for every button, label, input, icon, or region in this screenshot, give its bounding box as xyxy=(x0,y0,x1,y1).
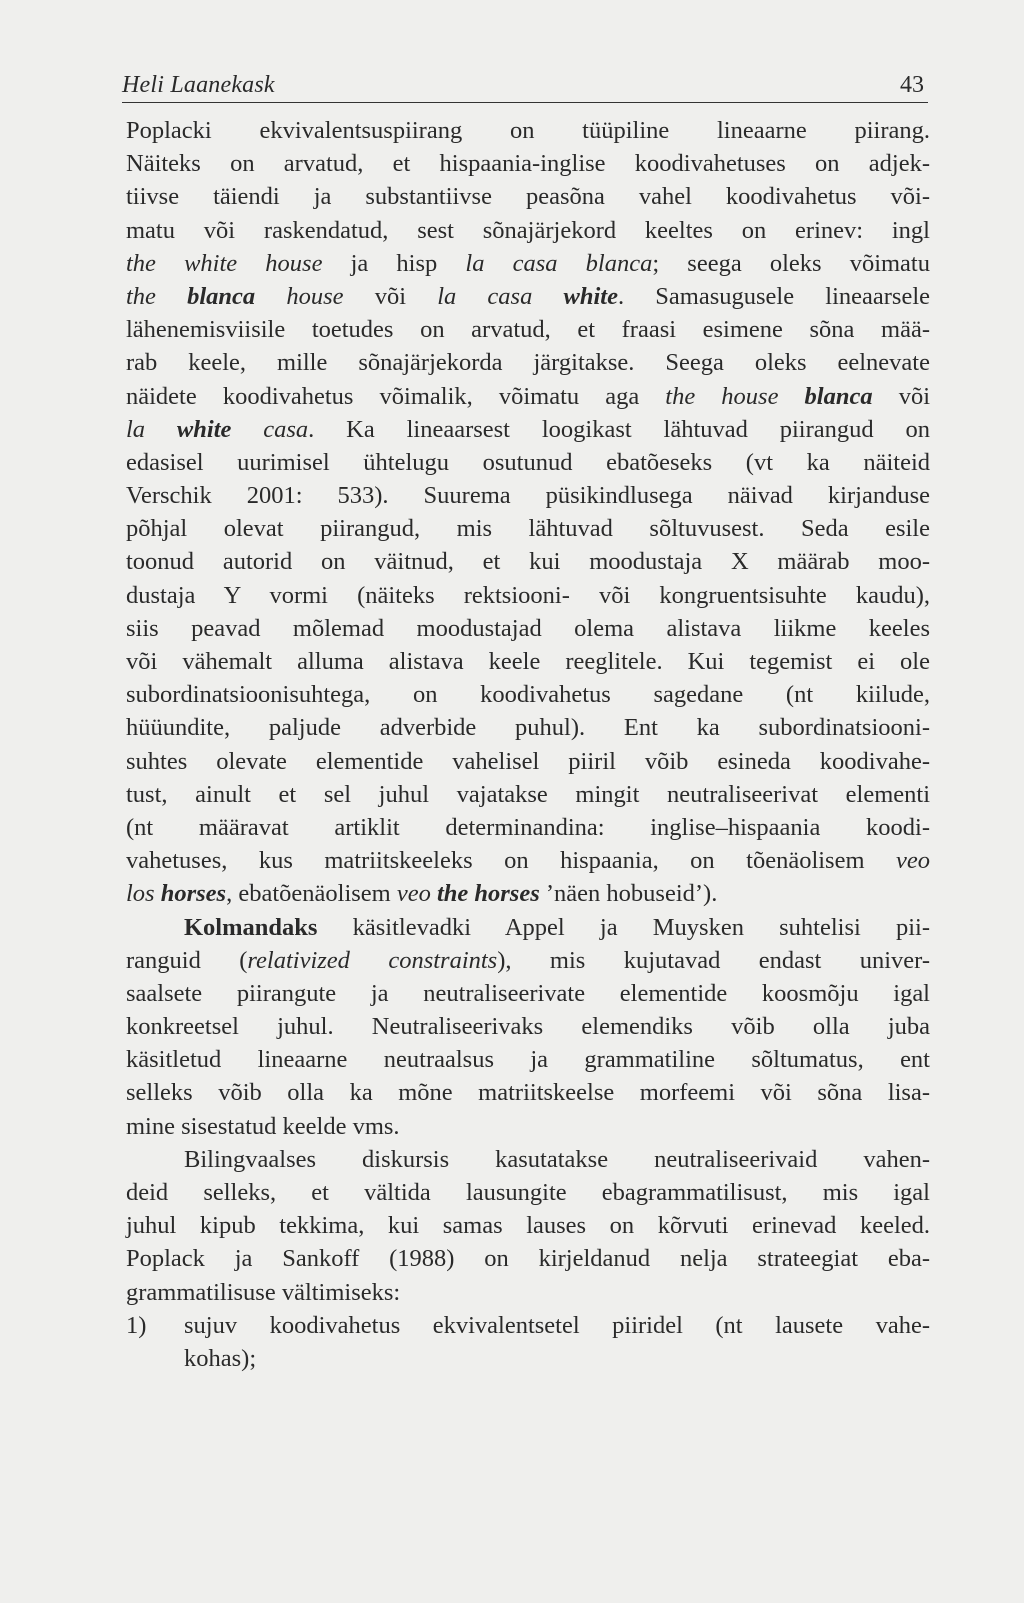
paragraph xyxy=(126,911,930,1143)
text-run: the horses xyxy=(436,880,540,908)
text-run: kohas); xyxy=(184,1344,257,1372)
text-run: . Samasugusele lineaarsele xyxy=(617,282,931,310)
text-line xyxy=(126,844,930,877)
text-run: käsitlevadki Appel ja Muysken suhtelisi pii- xyxy=(317,913,930,941)
text-run: näidete koodivahetus võimalik, võimatu aga xyxy=(126,382,666,410)
text-run: saalsete piirangute ja neutraliseerivate elementide koosmõju igal xyxy=(126,979,930,1007)
text-line xyxy=(126,1342,930,1375)
text-run: , ebatõenäolisem xyxy=(226,880,397,908)
text-line xyxy=(126,346,930,379)
text-run: ), mis kujutavad endast univer- xyxy=(497,946,930,974)
text-run: grammatilisuse vältimiseks: xyxy=(126,1278,401,1306)
text-run: matu või raskendatud, sest sõnajärjekord keeltes on erinev: ingl xyxy=(126,216,930,244)
text-run: . Ka lineaarsest loogikast lähtuvad piirangud on xyxy=(308,415,930,443)
text-run: blanca xyxy=(804,382,873,410)
text-line xyxy=(126,1076,930,1109)
text-run: sujuv koodivahetus ekvivalentsetel piiridel (nt lausete vahe- xyxy=(184,1311,930,1339)
text-run: Kolmandaks xyxy=(184,913,318,941)
text-line xyxy=(126,877,930,910)
text-run: (nt määravat artiklit determinandina: inglise–hispaania koodi- xyxy=(126,813,930,841)
text-line xyxy=(126,1176,930,1209)
text-run: suhtes olevate elementide vahelisel piiril võib esineda koodivahe- xyxy=(126,747,930,775)
text-run: veo xyxy=(896,847,930,875)
text-line xyxy=(126,114,930,147)
text-line xyxy=(126,711,930,744)
text-line xyxy=(126,313,930,346)
text-run: veo xyxy=(396,880,437,908)
text-run: põhjal olevat piirangud, mis lähtuvad sõltuvusest. Seda esile xyxy=(126,515,930,543)
text-run: la casa xyxy=(437,282,564,310)
text-run: the xyxy=(126,282,188,310)
text-run: ranguid ( xyxy=(126,946,248,974)
text-run: house xyxy=(255,282,344,310)
text-run: horses xyxy=(160,880,227,908)
text-run: hüüundite, paljude adverbide puhul). Ent ka subordinatsiooni- xyxy=(126,714,930,742)
text-run: casa xyxy=(231,415,309,443)
text-line xyxy=(126,645,930,678)
text-run: Bilingvaalses diskursis kasutatakse neutraliseerivaid vahen- xyxy=(184,1145,930,1173)
text-line xyxy=(126,778,930,811)
text-run: relativized constraints xyxy=(247,946,498,974)
text-line xyxy=(126,280,930,313)
text-run: the white house xyxy=(126,249,323,277)
text-run: blanca xyxy=(187,282,256,310)
text-run: Näiteks on arvatud, et hispaania-inglise koodivahetuses on adjek- xyxy=(126,150,930,178)
text-line xyxy=(126,579,930,612)
text-run: ’näen hobuseid’). xyxy=(539,880,718,908)
text-run: toonud autorid on väitnud, et kui moodustaja X määrab moo- xyxy=(126,548,930,576)
text-run: la casa blanca xyxy=(465,249,653,277)
text-run: käsitletud lineaarne neutraalsus ja grammatiline sõltumatus, ent xyxy=(126,1046,930,1074)
text-run: selleks võib olla ka mõne matriitskeelse morfeemi või sõna lisa- xyxy=(126,1079,930,1107)
text-run: Poplacki ekvivalentsuspiirang on tüüpiline lineaarne piirang. xyxy=(126,117,930,144)
text-line xyxy=(126,1043,930,1076)
text-line xyxy=(126,147,930,180)
text-run: rab keele, mille sõnajärjekorda järgitakse. Seega oleks eelnevate xyxy=(126,349,930,377)
text-run: deid selleks, et vältida lausungite ebagrammatilisust, mis igal xyxy=(126,1179,930,1206)
text-line xyxy=(126,612,930,645)
text-line xyxy=(126,247,930,280)
text-line xyxy=(126,911,930,944)
text-run: la xyxy=(126,415,177,443)
text-line xyxy=(126,413,930,446)
text-line xyxy=(126,545,930,578)
text-run: ja hisp xyxy=(322,249,466,277)
text-line xyxy=(126,446,930,479)
text-run: the house xyxy=(665,382,805,410)
text-run: juhul kipub tekkima, kui samas lauses on kõrvuti erinevad keeled. xyxy=(126,1212,930,1240)
text-line xyxy=(126,1143,930,1176)
text-line xyxy=(126,745,930,778)
text-line xyxy=(126,678,930,711)
text-line xyxy=(126,380,930,413)
text-line xyxy=(126,214,930,247)
paragraph xyxy=(126,114,930,911)
page-header xyxy=(122,70,928,103)
text-run: subordinatsioonisuhtega, on koodivahetus sagedane (nt kiilude, xyxy=(126,681,930,709)
text-run: konkreetsel juhul. Neutraliseerivaks elemendiks võib olla juba xyxy=(126,1013,930,1041)
text-line xyxy=(126,479,930,512)
text-line xyxy=(126,1110,930,1143)
paragraph xyxy=(126,1143,930,1309)
text-line xyxy=(126,180,930,213)
text-run: dustaja Y vormi (näiteks rektsiooni- või kongruentsisuhte kaudu), xyxy=(126,581,930,609)
text-run: tiivse täiendi ja substantiivse peasõna vahel koodivahetus või- xyxy=(126,183,930,211)
text-run: lähenemisviisile toetudes on arvatud, et fraasi esimene sõna mää- xyxy=(126,316,930,344)
text-line xyxy=(126,977,930,1010)
body-text xyxy=(126,114,930,1375)
text-line xyxy=(126,944,930,977)
text-run: Poplack ja Sankoff (1988) on kirjeldanud nelja strateegiat eba- xyxy=(126,1245,930,1273)
text-line xyxy=(126,1010,930,1043)
list-item-text xyxy=(184,1312,930,1339)
text-line xyxy=(126,811,930,844)
text-line xyxy=(126,1242,930,1275)
text-run: edasisel uurimisel ühtelugu osutunud ebatõeseks (vt ka näiteid xyxy=(126,448,930,476)
text-run: vahetuses, kus matriitskeeleks on hispaania, on tõenäolisem xyxy=(126,847,896,875)
text-run: ; seega oleks võimatu xyxy=(652,249,930,277)
text-run: los xyxy=(126,880,161,908)
text-run: siis peavad mõlemad moodustajad olema alistava liikme keeles xyxy=(126,614,930,642)
text-run: või xyxy=(872,382,930,410)
text-run: white xyxy=(176,415,232,443)
list-item xyxy=(126,1309,930,1342)
text-line xyxy=(126,1209,930,1242)
text-run: või vähemalt alluma alistava keele reeglitele. Kui tegemist ei ole xyxy=(126,648,930,675)
text-line xyxy=(126,1276,930,1309)
running-head: Heli Laanekask xyxy=(122,72,275,98)
text-run: tust, ainult et sel juhul vajatakse mingit neutraliseerivat elementi xyxy=(126,780,930,808)
text-run: white xyxy=(563,282,618,310)
page-number: 43 xyxy=(900,72,924,98)
text-run: mine sisestatud keelde vms. xyxy=(126,1112,400,1140)
text-run: või xyxy=(343,282,438,310)
text-run: Verschik 2001: 533). Suurema püsikindlusega näivad kirjanduse xyxy=(126,482,930,510)
list-item-number: 1) xyxy=(126,1311,147,1339)
text-line xyxy=(126,512,930,545)
numbered-list xyxy=(126,1309,930,1375)
